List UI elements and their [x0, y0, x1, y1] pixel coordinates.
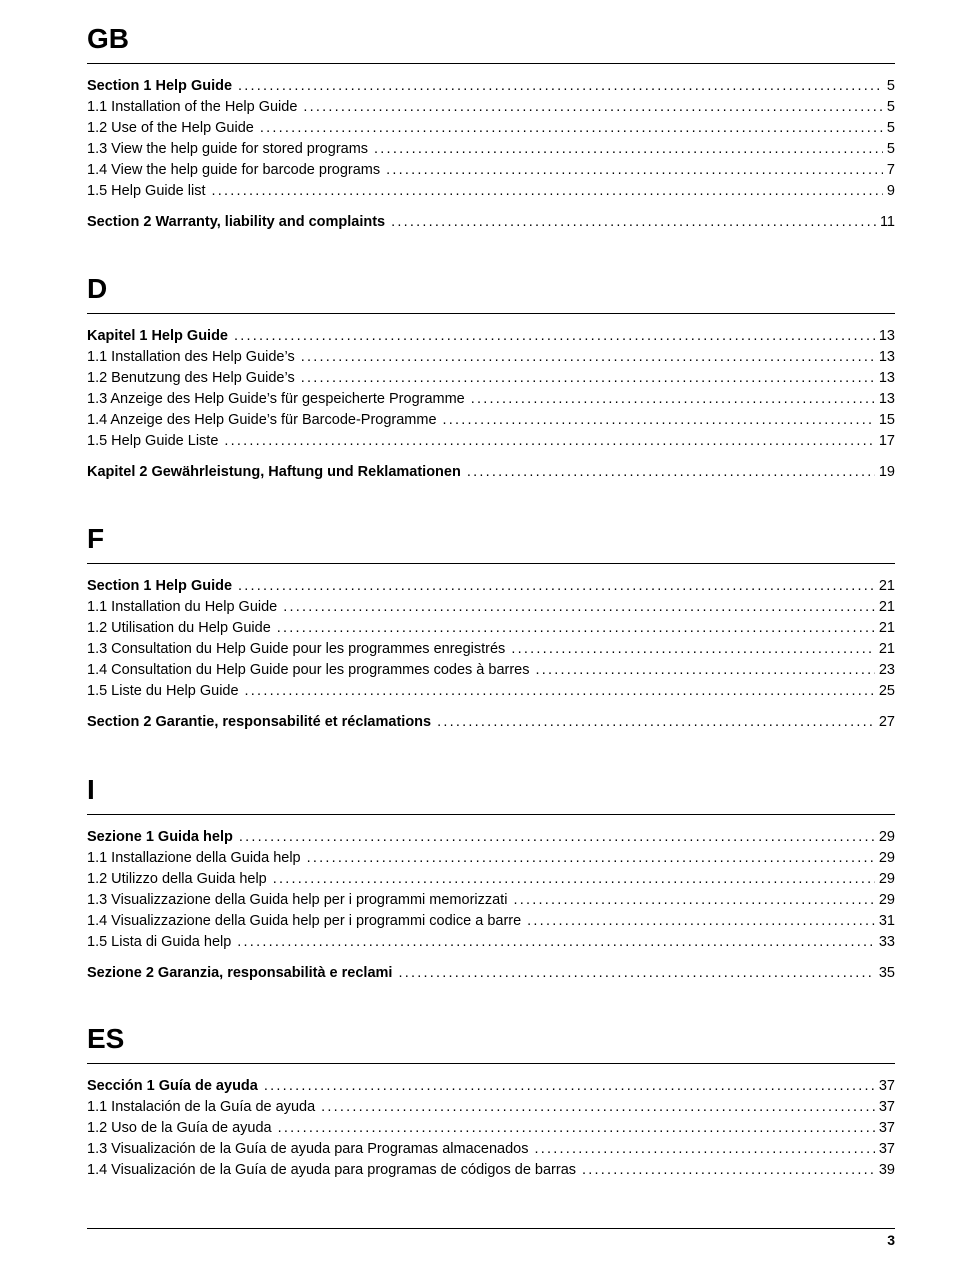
toc-entry-label: 1.4 Visualizzazione della Guida help per i programmi codice a barre: [87, 913, 522, 929]
dot-leader: [283, 597, 875, 618]
toc-page-number: 13: [878, 391, 895, 407]
dot-leader: [301, 368, 875, 389]
dot-leader: [211, 181, 882, 202]
heading-rule: [87, 563, 895, 564]
toc-entry[interactable]: [87, 869, 895, 890]
toc-entry[interactable]: [87, 160, 895, 181]
toc-entry-label: 1.4 Visualización de la Guía de ayuda para programas de códigos de barras: [87, 1162, 577, 1178]
toc-entry-label: 1.5 Liste du Help Guide: [87, 683, 239, 699]
dot-leader: [527, 911, 875, 932]
toc-page-number: 5: [886, 120, 895, 136]
page-number: 3: [887, 1232, 895, 1248]
dot-leader: [511, 639, 875, 660]
toc-section-entry[interactable]: [87, 326, 895, 347]
toc-entry-label: Section 2 Warranty, liability and complaints: [87, 214, 386, 230]
toc-entry[interactable]: [87, 639, 895, 660]
toc-spacer: [87, 953, 895, 963]
toc-entry-label: Section 1 Help Guide: [87, 78, 233, 94]
language-block-i: [87, 774, 895, 981]
dot-leader: [386, 160, 883, 181]
toc-section-entry[interactable]: [87, 212, 895, 233]
toc-entry[interactable]: [87, 848, 895, 869]
toc-page-number: 13: [878, 349, 895, 365]
dot-leader: [467, 462, 875, 483]
toc-entry[interactable]: [87, 660, 895, 681]
footer-rule: [87, 1228, 895, 1229]
toc-page-number: 35: [878, 965, 895, 981]
toc-entry-label: 1.5 Help Guide list: [87, 183, 206, 199]
language-heading: GB: [87, 23, 129, 54]
toc-entry-label: 1.4 View the help guide for barcode programs: [87, 162, 381, 178]
toc-entry-label: 1.3 Consultation du Help Guide pour les programmes enregistrés: [87, 641, 506, 657]
toc-page-number: 27: [878, 714, 895, 730]
toc-page-number: 15: [878, 412, 895, 428]
language-block-f: [87, 523, 895, 730]
toc-entry-label: 1.1 Installation des Help Guide’s: [87, 349, 295, 365]
toc-entry-label: 1.2 Utilisation du Help Guide: [87, 620, 271, 636]
toc-page-number: 13: [878, 328, 895, 344]
language-heading: ES: [87, 1023, 125, 1054]
toc-page-number: 17: [878, 433, 895, 449]
toc-entry[interactable]: [87, 1118, 895, 1139]
toc-page-number: 29: [878, 850, 895, 866]
toc-section-entry[interactable]: [87, 827, 895, 848]
dot-leader: [264, 1076, 875, 1097]
toc-page-number: 23: [878, 662, 895, 678]
dot-leader: [471, 389, 875, 410]
toc-page-number: 21: [878, 620, 895, 636]
toc-page-number: 5: [886, 141, 895, 157]
dot-leader: [534, 1139, 874, 1160]
dot-leader: [536, 660, 875, 681]
dot-leader: [239, 827, 875, 848]
toc-spacer: [87, 452, 895, 462]
toc-section-entry[interactable]: [87, 1076, 895, 1097]
heading-rule: [87, 814, 895, 815]
language-block-es: [87, 1023, 895, 1178]
toc-entry[interactable]: [87, 118, 895, 139]
dot-leader: [273, 869, 875, 890]
dot-leader: [224, 431, 874, 452]
dot-leader: [391, 212, 876, 233]
dot-leader: [437, 712, 875, 733]
dot-leader: [443, 410, 875, 431]
toc-page-number: 37: [878, 1078, 895, 1094]
toc-page-number: 39: [878, 1162, 895, 1178]
toc-entry[interactable]: [87, 347, 895, 368]
toc-list: [87, 576, 895, 733]
toc-entry-label: 1.1 Installation of the Help Guide: [87, 99, 298, 115]
toc-entry-label: Sezione 2 Garanzia, responsabilità e reclami: [87, 965, 393, 981]
toc-entry[interactable]: [87, 368, 895, 389]
toc-page-number: 37: [878, 1141, 895, 1157]
toc-entry[interactable]: [87, 139, 895, 160]
heading-rule: [87, 1063, 895, 1064]
toc-page-number: 13: [878, 370, 895, 386]
toc-page-number: 33: [878, 934, 895, 950]
toc-entry[interactable]: [87, 97, 895, 118]
dot-leader: [321, 1097, 875, 1118]
toc-list: [87, 326, 895, 483]
dot-leader: [398, 963, 874, 984]
toc-entry-label: Kapitel 1 Help Guide: [87, 328, 228, 344]
toc-entry-label: 1.2 Benutzung des Help Guide’s: [87, 370, 295, 386]
toc-page-number: 25: [878, 683, 895, 699]
toc-page-number: 29: [878, 871, 895, 887]
toc-entry-label: 1.2 Uso de la Guía de ayuda: [87, 1120, 272, 1136]
toc-entry-label: Section 2 Garantie, responsabilité et réclamations: [87, 714, 432, 730]
toc-entry-label: Sezione 1 Guida help: [87, 829, 233, 845]
dot-leader: [260, 118, 883, 139]
dot-leader: [238, 76, 883, 97]
toc-entry-label: 1.5 Help Guide Liste: [87, 433, 219, 449]
toc-entry-label: 1.4 Anzeige des Help Guide’s für Barcode-Programme: [87, 412, 437, 428]
toc-page-number: 9: [886, 183, 895, 199]
dot-leader: [237, 932, 875, 953]
toc-page-number: 19: [878, 464, 895, 480]
dot-leader: [307, 848, 875, 869]
toc-entry[interactable]: [87, 911, 895, 932]
toc-spacer: [87, 202, 895, 212]
dot-leader: [277, 618, 875, 639]
toc-entry-label: 1.3 Anzeige des Help Guide’s für gespeicherte Programme: [87, 391, 465, 407]
toc-section-entry[interactable]: [87, 576, 895, 597]
toc-page-number: 21: [878, 578, 895, 594]
toc-entry-label: 1.1 Instalación de la Guía de ayuda: [87, 1099, 316, 1115]
toc-entry[interactable]: [87, 410, 895, 431]
toc-entry[interactable]: [87, 932, 895, 953]
language-heading: I: [87, 774, 95, 805]
toc-page-number: 21: [878, 641, 895, 657]
toc-entry-label: Sección 1 Guía de ayuda: [87, 1078, 258, 1094]
dot-leader: [245, 681, 875, 702]
toc-entry-label: 1.1 Installation du Help Guide: [87, 599, 278, 615]
toc-page-number: 31: [878, 913, 895, 929]
toc-entry[interactable]: [87, 1097, 895, 1118]
toc-entry[interactable]: [87, 618, 895, 639]
toc-page-number: 5: [886, 78, 895, 94]
toc-entry-label: 1.3 Visualización de la Guía de ayuda para Programas almacenados: [87, 1141, 529, 1157]
toc-entry[interactable]: [87, 890, 895, 911]
language-heading: D: [87, 273, 108, 304]
toc-page-number: 21: [878, 599, 895, 615]
toc-section-entry[interactable]: [87, 462, 895, 483]
toc-list: [87, 827, 895, 984]
language-heading: F: [87, 523, 105, 554]
toc-entry[interactable]: [87, 681, 895, 702]
toc-list: [87, 76, 895, 233]
language-block-gb: [87, 23, 895, 230]
toc-entry-label: 1.2 Use of the Help Guide: [87, 120, 254, 136]
toc-page-number: 29: [878, 829, 895, 845]
heading-rule: [87, 63, 895, 64]
toc-entry-label: Kapitel 2 Gewährleistung, Haftung und Reklamationen: [87, 464, 461, 480]
toc-section-entry[interactable]: [87, 76, 895, 97]
toc-entry-label: 1.5 Lista di Guida help: [87, 934, 232, 950]
toc-page-number: 5: [886, 99, 895, 115]
toc-page-number: 29: [878, 892, 895, 908]
toc-page-number: 37: [878, 1099, 895, 1115]
toc-spacer: [87, 702, 895, 712]
toc-entry-label: 1.1 Installazione della Guida help: [87, 850, 301, 866]
toc-entry-label: 1.4 Consultation du Help Guide pour les programmes codes à barres: [87, 662, 530, 678]
toc-entry[interactable]: [87, 597, 895, 618]
dot-leader: [278, 1118, 875, 1139]
dot-leader: [582, 1160, 875, 1181]
toc-page-number: 11: [879, 214, 895, 230]
dot-leader: [303, 97, 883, 118]
toc-entry-label: Section 1 Help Guide: [87, 578, 233, 594]
dot-leader: [513, 890, 874, 911]
toc-list: [87, 1076, 895, 1181]
toc-entry-label: 1.3 Visualizzazione della Guida help per i programmi memorizzati: [87, 892, 508, 908]
toc-page-number: 7: [886, 162, 895, 178]
toc-entry[interactable]: [87, 1139, 895, 1160]
dot-leader: [238, 576, 875, 597]
dot-leader: [301, 347, 875, 368]
toc-entry[interactable]: [87, 1160, 895, 1181]
toc-entry[interactable]: [87, 181, 895, 202]
toc-entry[interactable]: [87, 389, 895, 410]
toc-section-entry[interactable]: [87, 963, 895, 984]
language-block-d: [87, 273, 895, 480]
toc-section-entry[interactable]: [87, 712, 895, 733]
toc-entry[interactable]: [87, 431, 895, 452]
dot-leader: [374, 139, 883, 160]
toc-page-number: 37: [878, 1120, 895, 1136]
toc-entry-label: 1.2 Utilizzo della Guida help: [87, 871, 267, 887]
toc-entry-label: 1.3 View the help guide for stored programs: [87, 141, 369, 157]
heading-rule: [87, 313, 895, 314]
dot-leader: [234, 326, 875, 347]
